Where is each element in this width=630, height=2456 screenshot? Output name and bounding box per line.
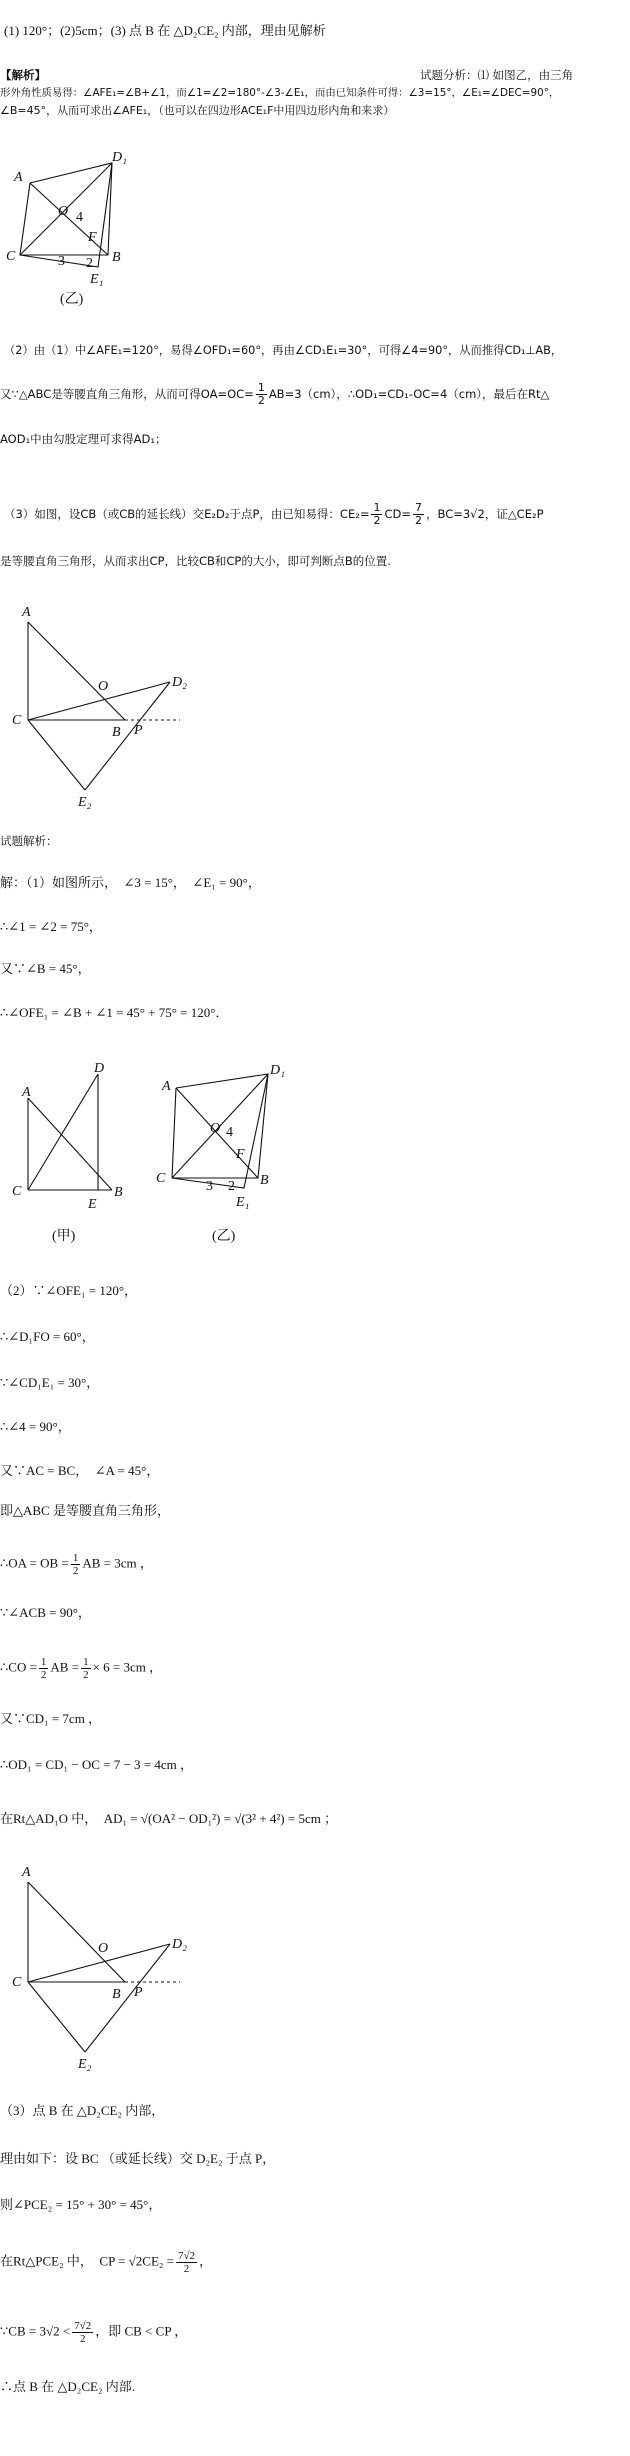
analysis-hint-line3: ∠B=45°，从而可求出∠AFE₁，（也可以在四边形ACE₁F中用四边形内角和来求）	[0, 104, 395, 117]
label-p: P	[134, 1985, 143, 2000]
label-c: C	[6, 249, 16, 264]
figure-yi-caption: (乙)	[60, 292, 84, 307]
analysis-p3-line1: （3）如图，设CB（或CB的延长线）交E₂D₂于点P，由已知易得：CE₂= $\frac{1}{2}$ CD= $\frac{7}{2}$ ，BC=3√2，证△CE₂P	[4, 501, 544, 527]
figure-three-bottom	[0, 1860, 200, 2075]
label-o: O	[210, 1121, 221, 1136]
solution-u2: 理由如下：设 BC （或延长线）交 D₂E₂ 于点 P，	[0, 2151, 276, 2166]
label-a: A	[162, 1079, 171, 1094]
analysis-p2-line3: AOD₁中由勾股定理可求得AD₁；	[0, 432, 167, 446]
label-c: C	[156, 1171, 166, 1186]
label-d: D	[94, 1061, 105, 1076]
label-2: 2	[228, 1179, 235, 1194]
solution-t11: ∴OD₁ = CD₁ − OC = 7 − 3 = 4cm ，	[0, 1757, 194, 1772]
label-e1: E₁	[236, 1195, 250, 1210]
label-o: O	[58, 204, 69, 219]
solution-t2: ∴∠D₁FO = 60°，	[0, 1329, 95, 1344]
figure-jia-caption: (甲)	[52, 1229, 76, 1244]
solution-s4: ∴∠OFE₁ = ∠B + ∠1 = 45° + 75° = 120°．	[0, 1005, 229, 1020]
p2-text-b: AB=3（cm），∴OD₁=CD₁-OC=4（cm），最后在Rt△	[268, 387, 550, 401]
analysis-hint-label: 试题分析：⑴ 如图乙，由三角	[420, 68, 574, 82]
solution-t4: ∴∠4 = 90°，	[0, 1419, 71, 1434]
solution-s1: 解：（1）如图所示， ∠3 = 15°， ∠E₁ = 90°，	[0, 875, 261, 890]
figure-yi-middle	[150, 1060, 330, 1245]
label-e: E	[88, 1197, 97, 1212]
label-d1: D₁	[112, 150, 127, 165]
label-e2: E₂	[78, 795, 92, 810]
solution-t5: 又∵AC = BC， ∠A = 45°，	[0, 1463, 160, 1478]
label-p: P	[134, 723, 143, 738]
label-a: A	[22, 605, 31, 620]
solution-u4: 在Rt△PCE₂ 中， CP = √2CE₂ = $\frac{7√2}{2}$ ，	[0, 2250, 213, 2275]
label-a: A	[22, 1865, 31, 1880]
solution-t10: 又∵CD₁ = 7cm ，	[0, 1711, 102, 1726]
label-o: O	[98, 679, 109, 694]
analysis-tag: 【解析】	[0, 68, 46, 82]
label-d2: D₂	[172, 1937, 187, 1952]
solution-t12: 在Rt△AD₁O 中， AD₁ = √(OA² − OD₁²) = √(3² + 4²) = 5cm ；	[0, 1811, 338, 1826]
solution-t6: 即△ABC 是等腰直角三角形，	[0, 1503, 170, 1518]
solution-t9: ∴CO = $\frac{1}{2}$ AB = $\frac{1}{2}$ × 6 = 3cm ，	[0, 1656, 163, 1681]
label-b: B	[260, 1173, 269, 1188]
label-c: C	[12, 713, 22, 728]
solution-s2: ∴∠1 = ∠2 = 75°，	[0, 919, 102, 934]
solution-t3: ∵∠CD₁E₁ = 30°，	[0, 1375, 100, 1390]
label-c: C	[12, 1975, 22, 1990]
label-b: B	[112, 250, 121, 265]
figure-three-top	[0, 600, 200, 810]
analysis-p2-line2	[0, 382, 549, 407]
solution-heading: 试题解析：	[0, 834, 58, 848]
solution-t8: ∵∠ACB = 90°，	[0, 1605, 91, 1620]
label-d1: D₁	[270, 1063, 285, 1078]
analysis-hint-line2: 形外角性质易得：∠AFE₁=∠B+∠1，而∠1=∠2=180°-∠3-∠E₁，而由已知条件可得：∠3=15°，∠E₁=∠DEC=90°，	[0, 87, 560, 99]
figure-yi-caption: (乙)	[212, 1229, 236, 1244]
solution-u1: （3）点 B 在 △D₂CE₂ 内部，	[0, 2103, 165, 2118]
figure-yi-top	[0, 145, 200, 310]
label-e2: E₂	[78, 2057, 92, 2072]
solution-u6: ∴点 B 在 △D₂CE₂ 内部.	[0, 2379, 135, 2394]
p2-text-a: 又∵△ABC是等腰直角三角形，从而可得OA=OC=	[0, 387, 254, 401]
label-a: A	[22, 1085, 31, 1100]
label-o: O	[98, 1941, 109, 1956]
solution-u5: ∵CB = 3√2 < $\frac{7√2}{2}$ ，即 CB < CP ，	[0, 2320, 188, 2345]
label-e1: E₁	[90, 272, 104, 287]
solution-t7: ∴OA = OB = $\frac{1}{2}$ AB = 3cm ，	[0, 1552, 153, 1577]
figure-jia	[0, 1060, 150, 1245]
label-f: F	[88, 230, 97, 245]
analysis-p2-line1: （2）由（1）中∠AFE₁=120°，易得∠OFD₁=60°，再由∠CD₁E₁=30°，可得∠4=90°，从而推得CD₁⊥AB，	[4, 344, 563, 357]
label-3: 3	[58, 254, 65, 269]
analysis-p3-line2: 是等腰直角三角形，从而求出CP，比较CB和CP的大小，即可判断点B的位置.	[0, 554, 391, 568]
label-3: 3	[206, 1179, 213, 1194]
label-f: F	[236, 1147, 245, 1162]
label-b: B	[112, 725, 121, 740]
label-b: B	[112, 1987, 121, 2002]
label-a: A	[14, 170, 23, 185]
label-c: C	[12, 1184, 22, 1199]
label-4: 4	[226, 1125, 233, 1140]
solution-s3: 又∵∠B = 45°，	[0, 961, 91, 976]
p2-fraction: $\frac{1}{2}$	[257, 381, 265, 407]
label-2: 2	[86, 256, 93, 271]
label-4: 4	[76, 210, 83, 225]
solution-u3: 则∠PCE₂ = 15° + 30° = 45°，	[0, 2197, 162, 2212]
answer-line: (1) 120°；(2)5cm；(3) 点 B 在 △D₂CE₂ 内部，理由见解析	[4, 23, 326, 38]
label-b: B	[114, 1185, 123, 1200]
solution-t1: （2）∵∠OFE₁ = 120°，	[0, 1283, 138, 1298]
label-d2: D₂	[172, 675, 187, 690]
